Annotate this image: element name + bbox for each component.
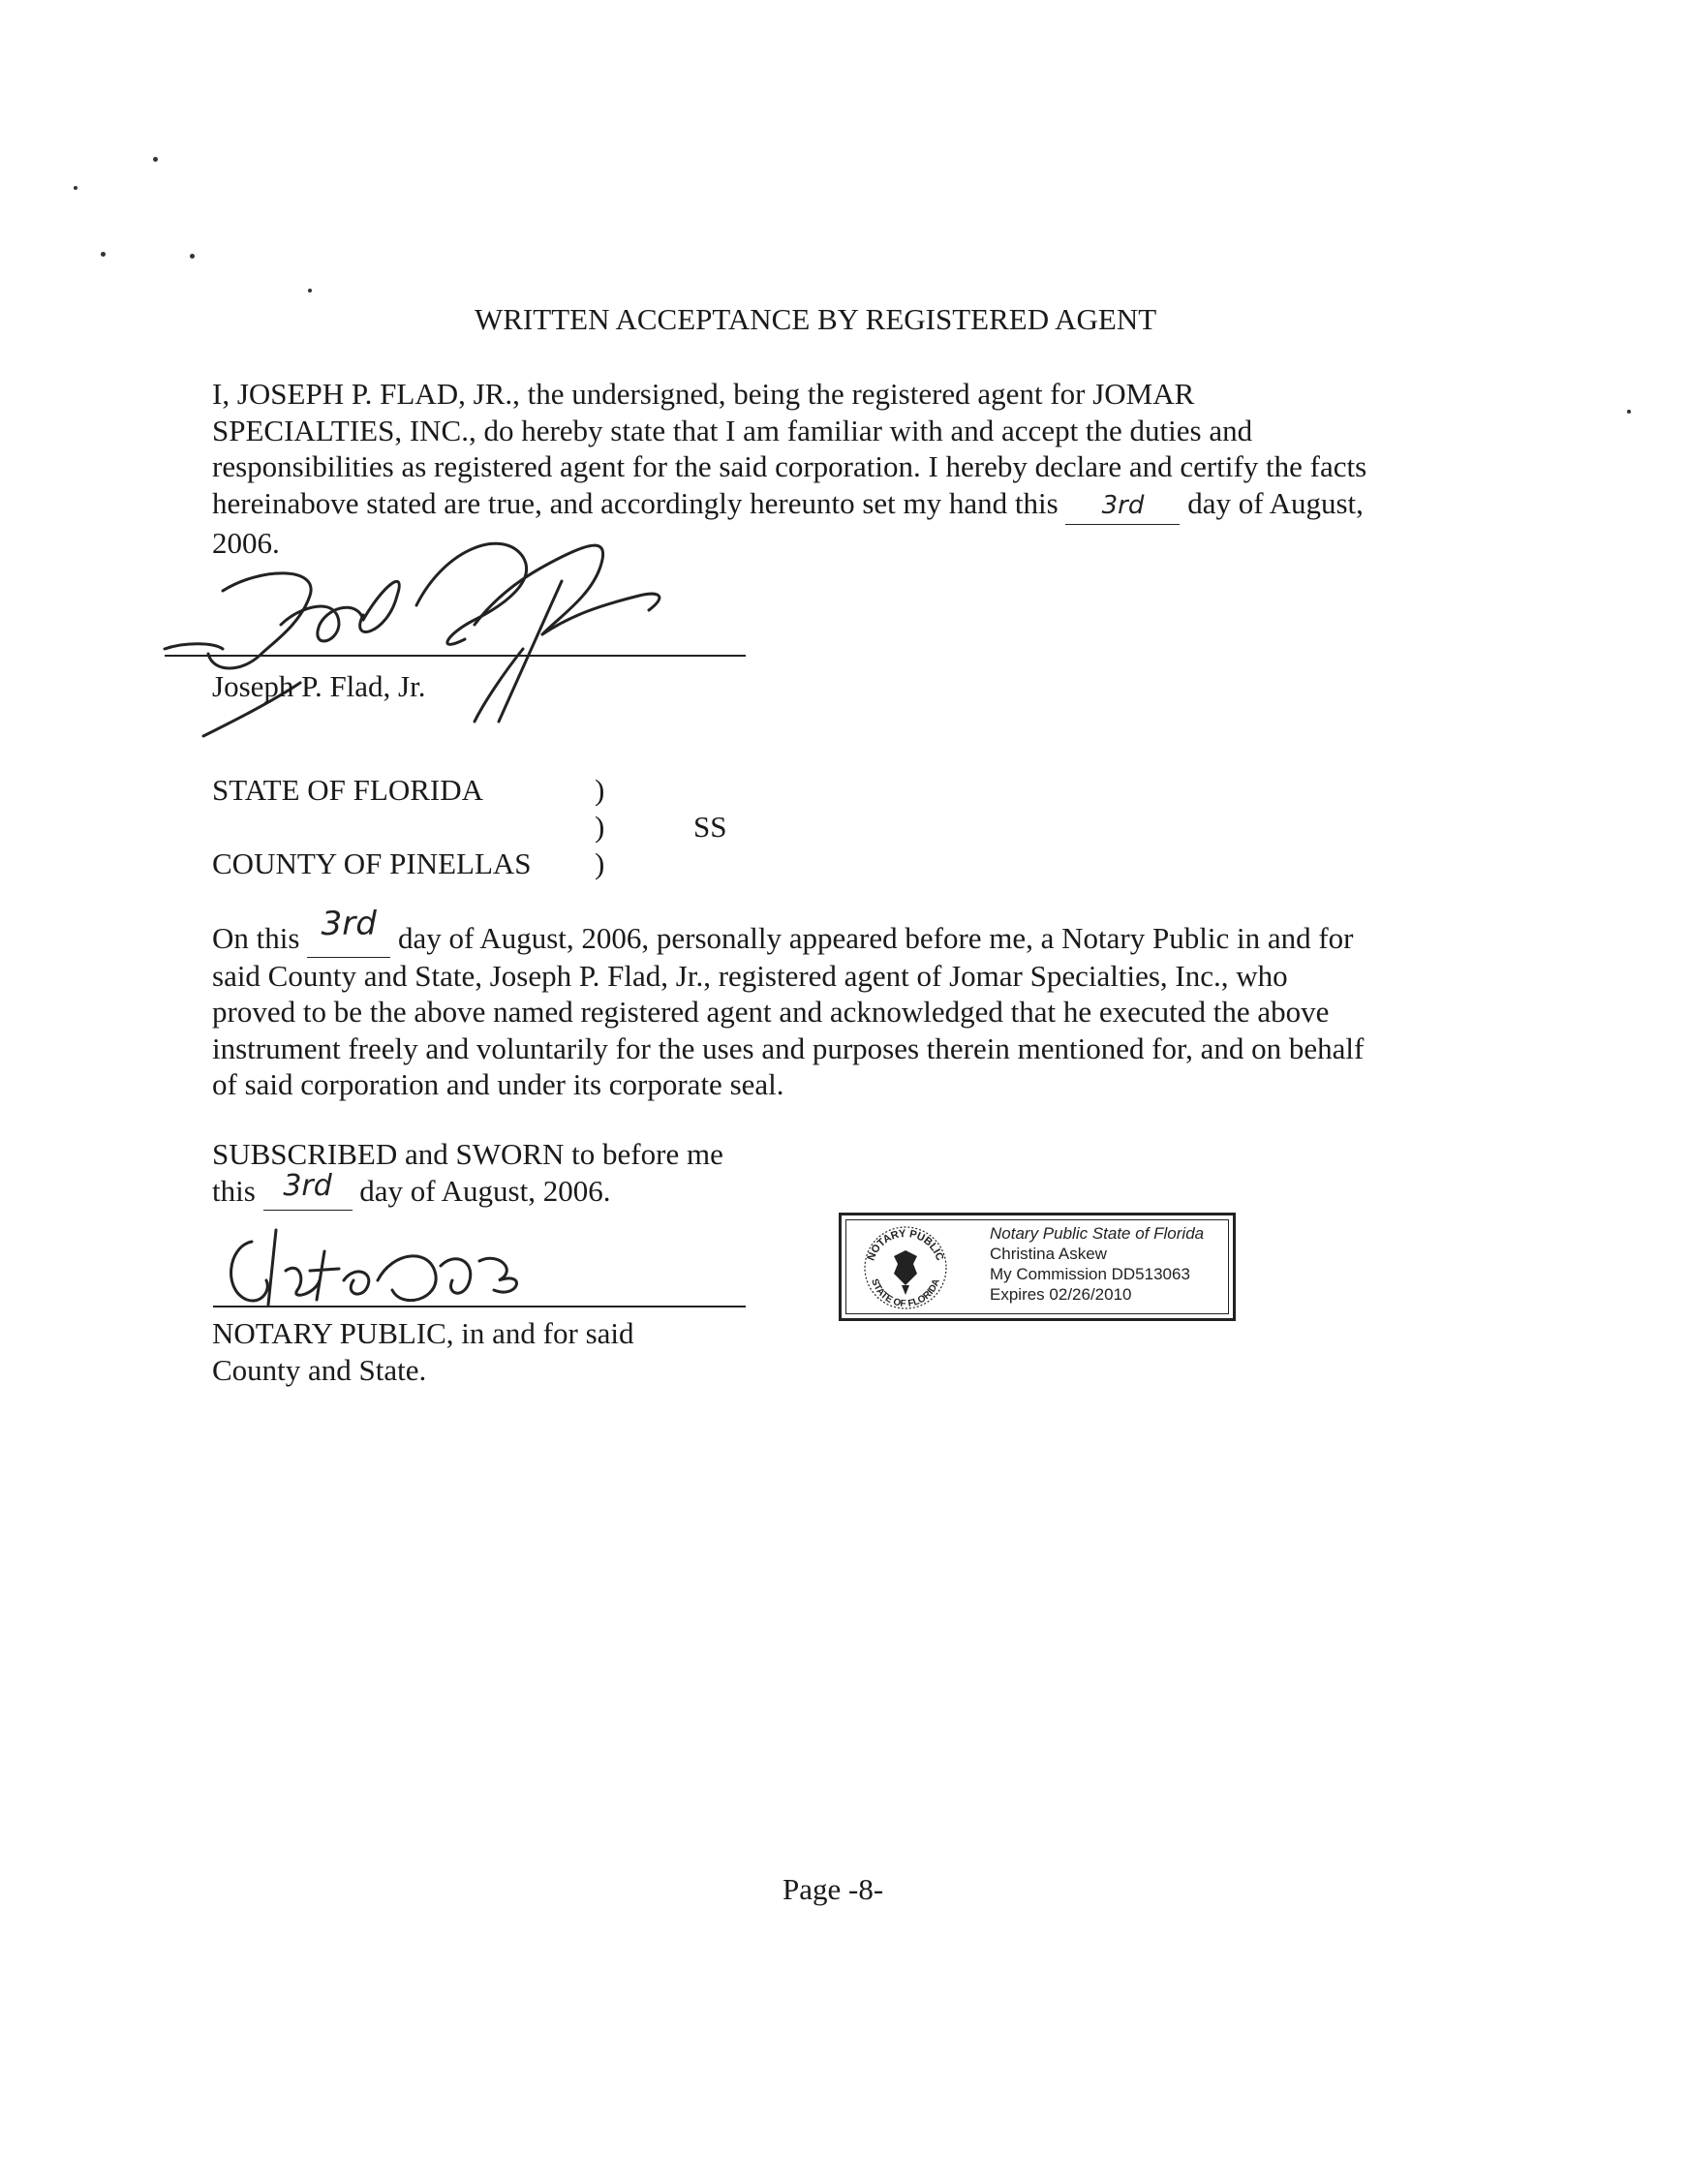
venue-state: STATE OF FLORIDA bbox=[212, 773, 483, 807]
notary-signature-caption bbox=[212, 1315, 634, 1389]
notary-caption-line: NOTARY PUBLIC, in and for said bbox=[212, 1316, 634, 1350]
venue-paren: ) bbox=[595, 846, 605, 880]
notary-statement-line: instrument freely and voluntarily for the uses and purposes therein mentioned for, and on behalf bbox=[212, 1030, 1365, 1065]
venue-county: COUNTY OF PINELLAS bbox=[212, 846, 532, 880]
notary-statement-line: said County and State, Joseph P. Flad, Jr., registered agent of Jomar Specialties, Inc., who bbox=[212, 958, 1288, 993]
handwritten-day: 3rd bbox=[1101, 490, 1145, 520]
page-number: Page -8- bbox=[783, 1872, 884, 1906]
sworn-text: day of August, 2006. bbox=[359, 1173, 611, 1208]
notary-statement-line: proved to be the above named registered agent and acknowledged that he executed the above bbox=[212, 995, 1330, 1029]
acceptance-line: 2006. bbox=[212, 526, 280, 560]
stamp-line: My Commission DD513063 bbox=[990, 1265, 1190, 1283]
acceptance-line bbox=[212, 485, 1471, 526]
seal-top-text: NOTARY PUBLIC bbox=[865, 1227, 946, 1263]
notary-statement-line bbox=[212, 905, 1471, 958]
sworn-text: this bbox=[212, 1173, 256, 1208]
venue-paren: ) bbox=[595, 810, 605, 844]
stamp-text bbox=[990, 1223, 1204, 1305]
acceptance-line: responsibilities as registered agent for the said corporation. I hereby declare and certify the facts bbox=[212, 449, 1367, 483]
notary-statement bbox=[212, 905, 1471, 1103]
venue-paren: ) bbox=[595, 773, 605, 807]
sworn-block bbox=[212, 1136, 723, 1211]
notary-stamp bbox=[839, 1213, 1236, 1321]
sworn-line bbox=[212, 1168, 723, 1212]
acceptance-line: I, JOSEPH P. FLAD, JR., the undersigned, being the registered agent for JOMAR bbox=[212, 377, 1195, 411]
seal-bottom-text: STATE OF FLORIDA bbox=[869, 1277, 942, 1310]
scan-speck bbox=[308, 289, 312, 292]
notary-signature bbox=[208, 1222, 751, 1319]
page-title: WRITTEN ACCEPTANCE BY REGISTERED AGENT bbox=[475, 302, 1157, 336]
agent-printed-name: Joseph P. Flad, Jr. bbox=[212, 669, 426, 703]
venue-ss: SS bbox=[693, 810, 727, 844]
notary-statement-text: day of August, 2006, personally appeared before me, a Notary Public in and for bbox=[397, 921, 1354, 955]
scan-speck bbox=[153, 157, 158, 162]
handwritten-day: 3rd bbox=[283, 1168, 332, 1203]
handwritten-day: 3rd bbox=[321, 905, 377, 943]
agent-signature bbox=[155, 528, 755, 741]
day-blank bbox=[1065, 485, 1180, 526]
acceptance-line-text: hereinabove stated are true, and accordingly hereunto set my hand this bbox=[212, 485, 1059, 520]
scan-speck bbox=[74, 186, 77, 190]
notary-caption-line: County and State. bbox=[212, 1353, 427, 1387]
notary-statement-line: of said corporation and under its corporate seal. bbox=[212, 1067, 784, 1101]
day-blank bbox=[263, 1168, 353, 1212]
acceptance-line-text: day of August, bbox=[1187, 485, 1364, 520]
notary-statement-text: On this bbox=[212, 921, 300, 955]
scan-speck bbox=[1627, 410, 1631, 414]
acceptance-line: SPECIALTIES, INC., do hereby state that I am familiar with and accept the duties and bbox=[212, 413, 1253, 447]
sworn-line: SUBSCRIBED and SWORN to before me bbox=[212, 1137, 723, 1171]
stamp-line: Expires 02/26/2010 bbox=[990, 1285, 1132, 1304]
scan-speck bbox=[190, 254, 195, 259]
notary-seal-icon bbox=[859, 1223, 952, 1312]
stamp-line: Notary Public State of Florida bbox=[990, 1224, 1205, 1243]
stamp-line: Christina Askew bbox=[990, 1245, 1107, 1263]
scan-speck bbox=[101, 252, 106, 257]
day-blank bbox=[307, 905, 390, 958]
